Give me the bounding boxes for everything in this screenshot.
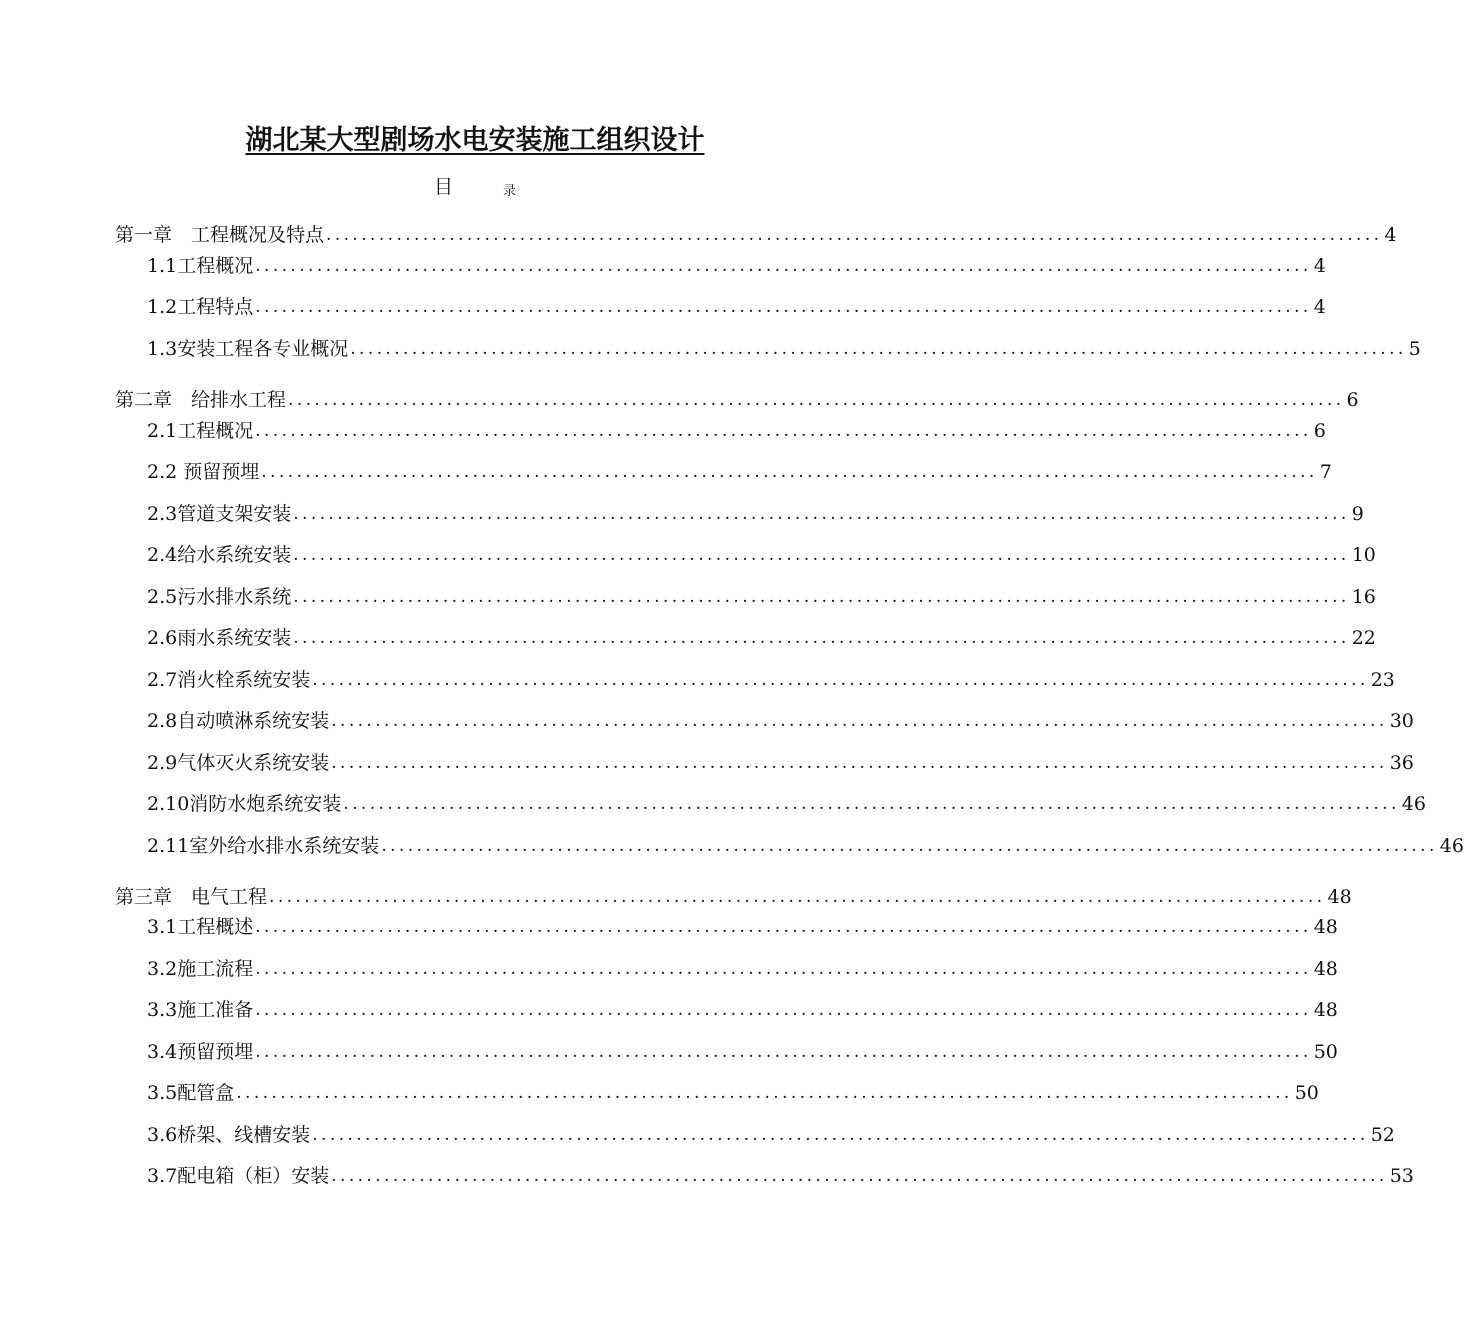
toc-entry[interactable] xyxy=(147,1163,1414,1189)
toc-entry-page: 9 xyxy=(1351,503,1364,525)
toc-entry-page: 50 xyxy=(1294,1082,1319,1104)
toc-entry[interactable] xyxy=(147,997,1338,1023)
toc-entry-page: 23 xyxy=(1370,669,1395,691)
toc-entry[interactable] xyxy=(147,1080,1319,1106)
toc-entry-page: 10 xyxy=(1351,544,1376,566)
toc-entry-label: 3.4预留预埋 xyxy=(147,1041,254,1063)
toc-heading xyxy=(0,172,950,199)
toc-entry-page: 16 xyxy=(1351,586,1376,608)
toc-entry-label: 2.1工程概况 xyxy=(147,420,254,442)
toc-entry[interactable] xyxy=(115,884,1352,910)
toc-entry[interactable] xyxy=(147,294,1326,320)
toc-leader-dots: ........................................................................................................................ xyxy=(350,339,1407,359)
document-title: 湖北某大型剧场水电安装施工组织设计 xyxy=(245,125,705,156)
toc-entry-page: 48 xyxy=(1327,886,1352,908)
toc-leader-dots: ........................................................................................................................ xyxy=(269,887,1326,907)
toc-leader-dots: ........................................................................................................................ xyxy=(331,753,1388,773)
toc-leader-dots: ........................................................................................................................ xyxy=(381,836,1438,856)
toc-entry-page: 5 xyxy=(1408,338,1421,360)
toc-leader-dots: ........................................................................................................................ xyxy=(312,1125,1369,1145)
toc-heading-char-1: 目 xyxy=(433,176,453,198)
toc-entry[interactable] xyxy=(147,708,1414,734)
toc-entry[interactable] xyxy=(115,387,1359,413)
toc-entry[interactable] xyxy=(147,501,1364,527)
toc-entry[interactable] xyxy=(147,459,1332,485)
toc-leader-dots: ........................................................................................................................ xyxy=(255,1042,1312,1062)
toc-leader-dots: ........................................................................................................................ xyxy=(293,545,1350,565)
toc-entry[interactable] xyxy=(147,253,1326,279)
toc-entry-page: 6 xyxy=(1313,420,1326,442)
toc-leader-dots: ........................................................................................................................ xyxy=(236,1083,1293,1103)
toc-entry[interactable] xyxy=(147,418,1326,444)
toc-leader-dots: ........................................................................................................................ xyxy=(331,1166,1388,1186)
toc-entry[interactable] xyxy=(115,222,1397,248)
toc-entry[interactable] xyxy=(147,750,1414,776)
toc-entry-label: 2.11室外给水排水系统安装 xyxy=(147,835,380,857)
toc-entry[interactable] xyxy=(147,1039,1338,1065)
toc-leader-dots: ........................................................................................................................ xyxy=(255,1000,1312,1020)
toc-entry[interactable] xyxy=(147,914,1338,940)
toc-entry[interactable] xyxy=(147,336,1421,362)
toc-entry-page: 46 xyxy=(1401,793,1426,815)
toc-entry-page: 50 xyxy=(1313,1041,1338,1063)
toc-leader-dots: ........................................................................................................................ xyxy=(255,297,1312,317)
toc-leader-dots: ........................................................................................................................ xyxy=(343,794,1400,814)
toc-leader-dots: ........................................................................................................................ xyxy=(293,587,1350,607)
toc-entry-label: 1.3安装工程各专业概况 xyxy=(147,338,349,360)
toc-entry-page: 53 xyxy=(1389,1165,1414,1187)
toc-entry-label: 2.2 预留预埋 xyxy=(147,461,260,483)
toc-entry[interactable] xyxy=(147,542,1376,568)
toc-entry-page: 48 xyxy=(1313,999,1338,1021)
toc-entry-page: 48 xyxy=(1313,958,1338,980)
toc-entry-page: 30 xyxy=(1389,710,1414,732)
toc-entry-label: 3.2施工流程 xyxy=(147,958,254,980)
toc-entry-label: 第三章 电气工程 xyxy=(115,886,268,908)
toc-entry-page: 36 xyxy=(1389,752,1414,774)
toc-leader-dots: ........................................................................................................................ xyxy=(288,390,1345,410)
toc-leader-dots: ........................................................................................................................ xyxy=(312,670,1369,690)
toc-entry[interactable] xyxy=(147,956,1338,982)
toc-leader-dots: ........................................................................................................................ xyxy=(255,917,1312,937)
toc-leader-dots: ........................................................................................................................ xyxy=(255,421,1312,441)
toc-entry-page: 4 xyxy=(1313,296,1326,318)
toc-entry-label: 2.9气体灭火系统安装 xyxy=(147,752,330,774)
toc-entry-page: 6 xyxy=(1346,389,1359,411)
toc-entry[interactable] xyxy=(147,833,1464,859)
toc-entry-label: 3.6桥架、线槽安装 xyxy=(147,1124,311,1146)
toc-entry[interactable] xyxy=(147,625,1376,651)
toc-entry-label: 3.7配电箱（柜）安装 xyxy=(147,1165,330,1187)
toc-heading-char-2: 录 xyxy=(503,184,517,199)
toc-entry[interactable] xyxy=(147,791,1426,817)
toc-entry-label: 2.8自动喷淋系统安装 xyxy=(147,710,330,732)
toc-entry-page: 52 xyxy=(1370,1124,1395,1146)
toc-entry-label: 第一章 工程概况及特点 xyxy=(115,224,325,246)
toc-entry-page: 48 xyxy=(1313,916,1338,938)
toc-leader-dots: ........................................................................................................................ xyxy=(255,256,1312,276)
toc-leader-dots: ........................................................................................................................ xyxy=(255,959,1312,979)
toc-entry[interactable] xyxy=(147,667,1395,693)
toc-entry-page: 22 xyxy=(1351,627,1376,649)
toc-entry[interactable] xyxy=(147,584,1376,610)
toc-entry-label: 3.3施工准备 xyxy=(147,999,254,1021)
toc-entry-label: 2.4给水系统安装 xyxy=(147,544,292,566)
toc-entry-page: 46 xyxy=(1439,835,1464,857)
toc-leader-dots: ........................................................................................................................ xyxy=(326,225,1383,245)
toc-entry-label: 3.1工程概述 xyxy=(147,916,254,938)
toc-leader-dots: ........................................................................................................................ xyxy=(331,711,1388,731)
toc-entry-label: 2.5污水排水系统 xyxy=(147,586,292,608)
toc-entry-label: 2.10消防水炮系统安装 xyxy=(147,793,342,815)
toc-entry[interactable] xyxy=(147,1122,1395,1148)
toc-entry-label: 1.1工程概况 xyxy=(147,255,254,277)
toc-entry-page: 4 xyxy=(1313,255,1326,277)
toc-leader-dots: ........................................................................................................................ xyxy=(293,504,1350,524)
toc-entry-label: 第二章 给排水工程 xyxy=(115,389,287,411)
toc-entry-label: 1.2工程特点 xyxy=(147,296,254,318)
toc-entry-label: 2.6雨水系统安装 xyxy=(147,627,292,649)
toc-entry-page: 4 xyxy=(1384,224,1397,246)
toc-leader-dots: ........................................................................................................................ xyxy=(293,628,1350,648)
toc-entry-page: 7 xyxy=(1319,461,1332,483)
toc-leader-dots: ........................................................................................................................ xyxy=(261,462,1318,482)
toc-entry-label: 3.5配管盒 xyxy=(147,1082,235,1104)
toc-entry-label: 2.7消火栓系统安装 xyxy=(147,669,311,691)
toc-entry-label: 2.3管道支架安装 xyxy=(147,503,292,525)
